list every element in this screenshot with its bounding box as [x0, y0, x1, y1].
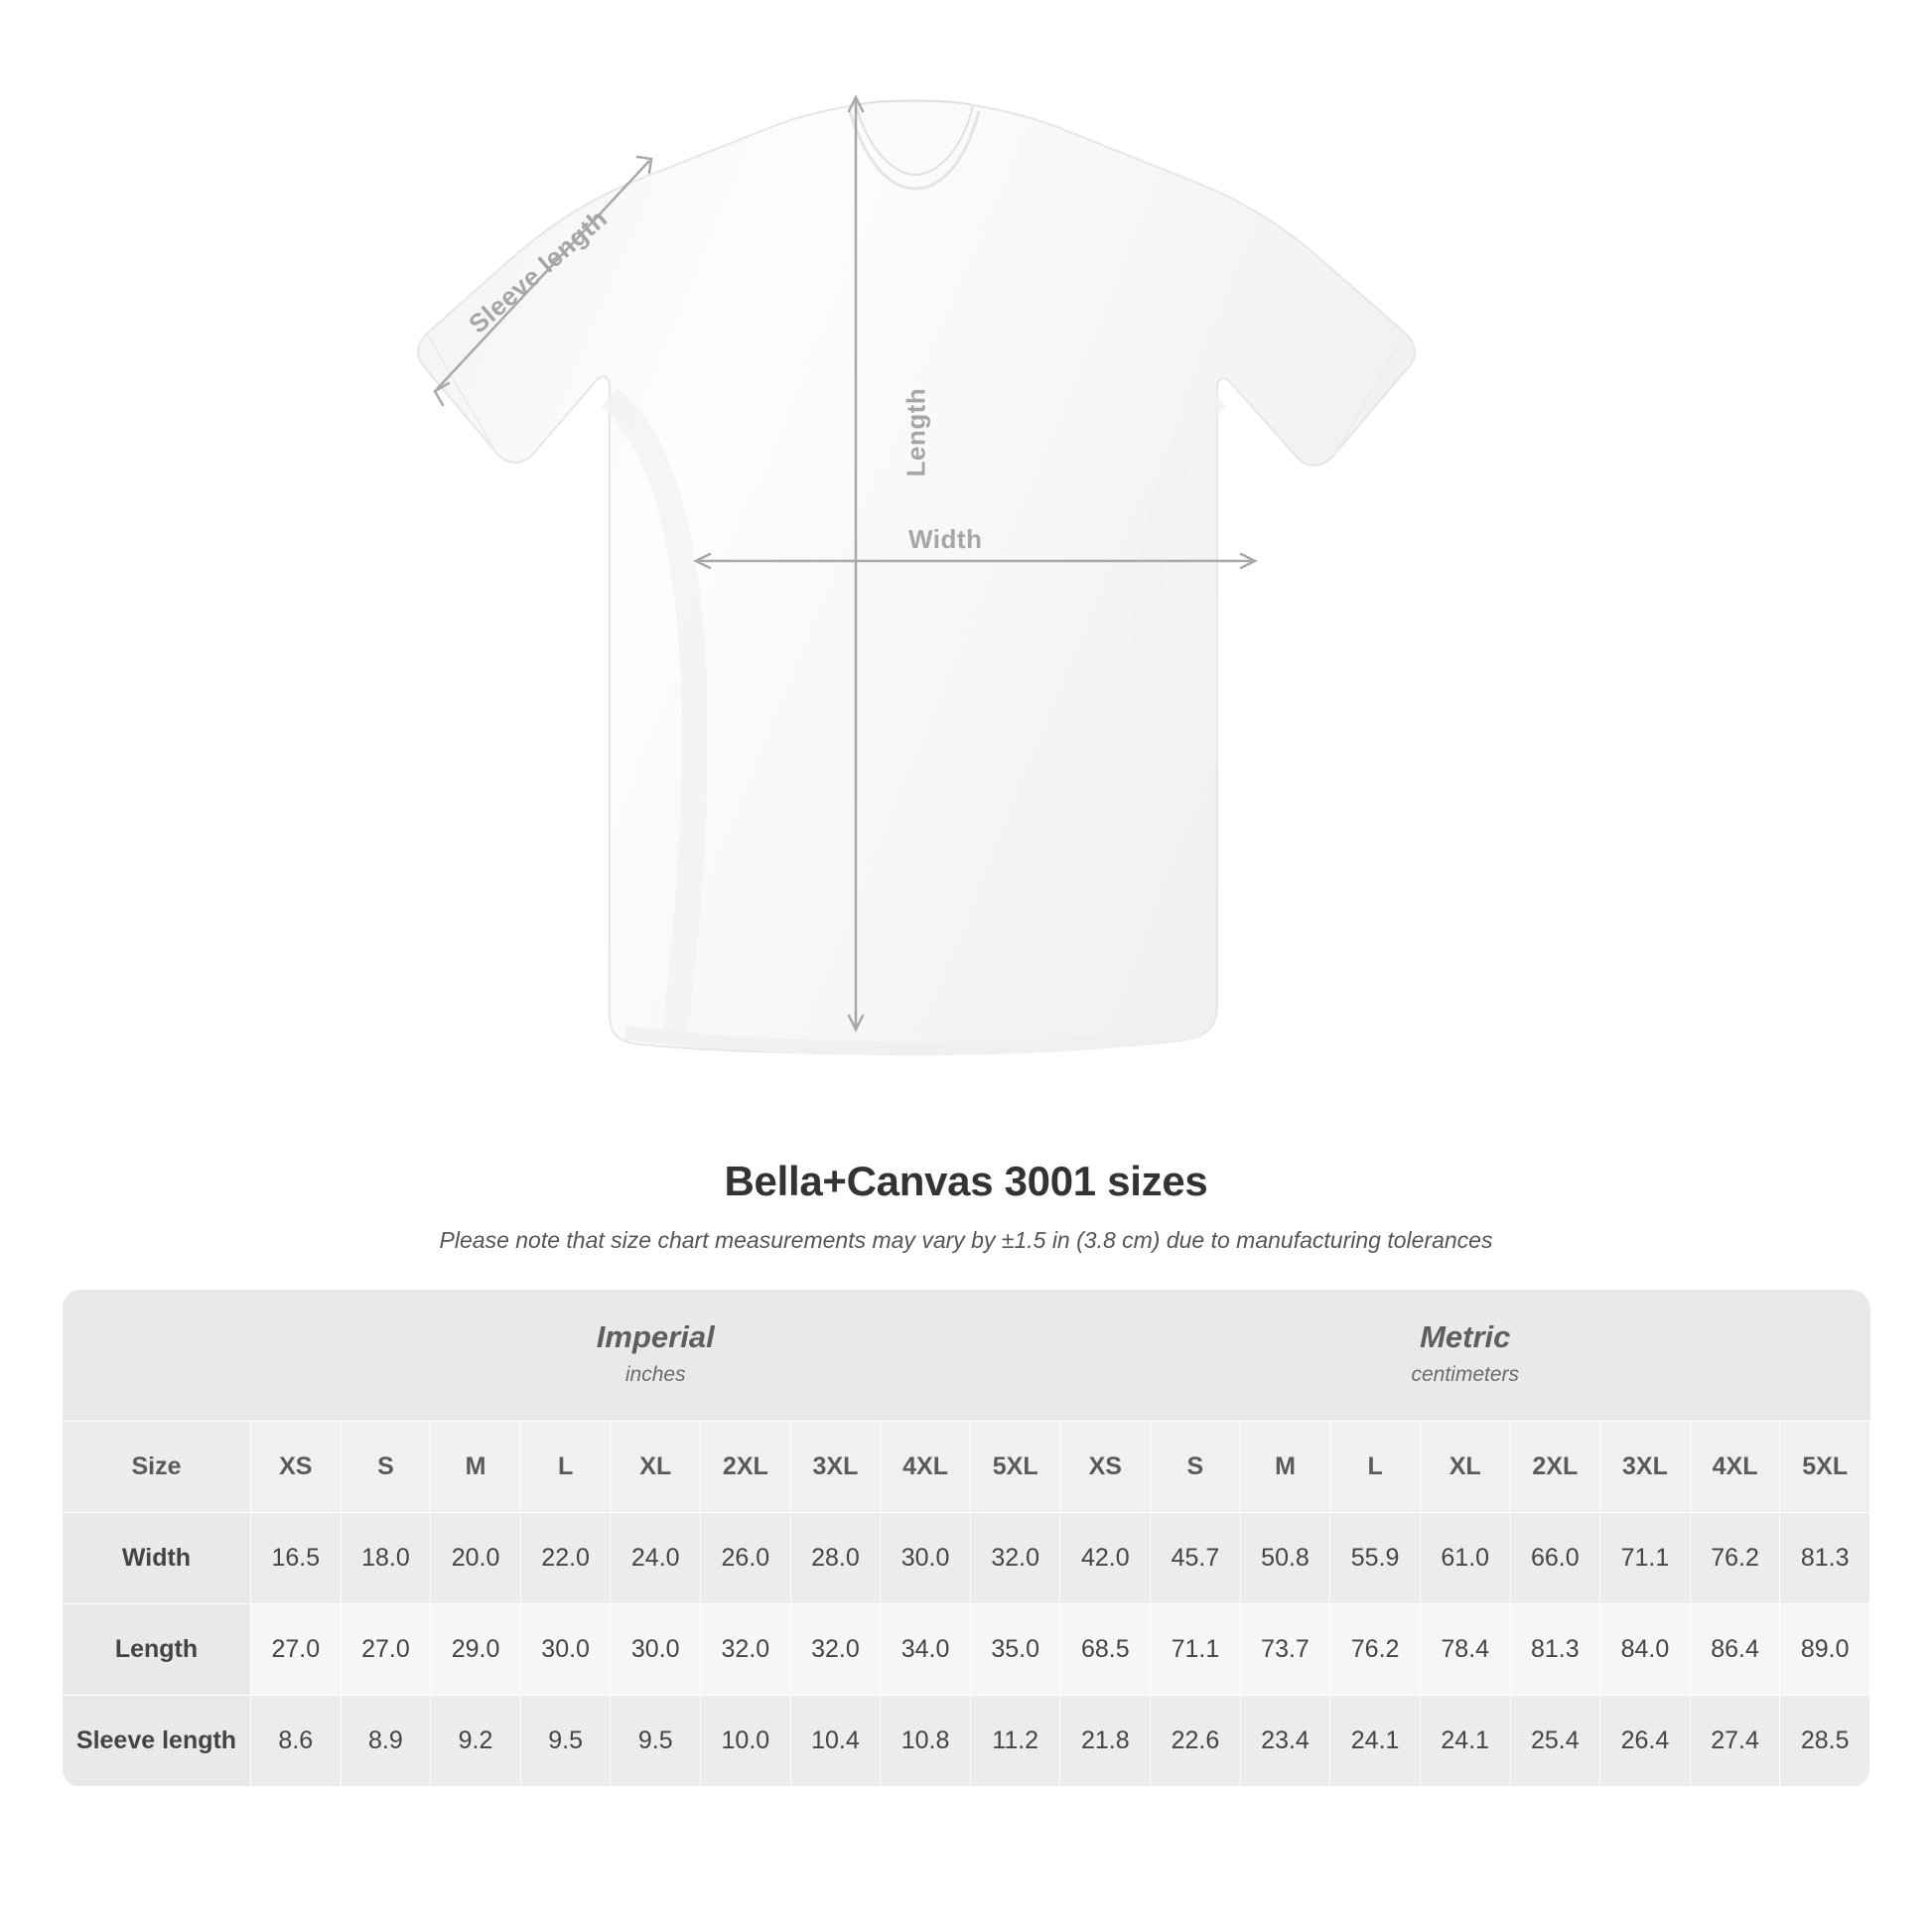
size-header-label: Size	[63, 1422, 251, 1513]
measurement-cell: 22.0	[520, 1513, 611, 1604]
measurement-cell: 50.8	[1240, 1513, 1330, 1604]
size-header-cell: M	[431, 1422, 521, 1513]
size-header-cell: L	[520, 1422, 611, 1513]
measurement-cell: 25.4	[1510, 1696, 1600, 1787]
size-header-cell: 4XL	[881, 1422, 971, 1513]
measurement-cell: 30.0	[520, 1604, 611, 1696]
size-header-cell: XL	[611, 1422, 701, 1513]
measurement-cell: 45.7	[1151, 1513, 1241, 1604]
sleeve-length-label: Sleeve length	[463, 203, 614, 340]
size-header-cell: 5XL	[970, 1422, 1060, 1513]
measurement-cell: 9.2	[431, 1696, 521, 1787]
measurement-cell: 8.6	[251, 1696, 342, 1787]
size-header-cell: 4XL	[1690, 1422, 1780, 1513]
table-row	[63, 1696, 1870, 1787]
measurement-cell: 42.0	[1060, 1513, 1151, 1604]
measurement-cell: 26.0	[701, 1513, 791, 1604]
size-header-cell: S	[341, 1422, 431, 1513]
measurement-cell: 68.5	[1060, 1604, 1151, 1696]
measurement-cell: 18.0	[341, 1513, 431, 1604]
measurement-cell: 34.0	[881, 1604, 971, 1696]
measurement-cell: 66.0	[1510, 1513, 1600, 1604]
unit-row-spacer	[63, 1290, 251, 1422]
measurement-cell: 11.2	[970, 1696, 1060, 1787]
measurement-cell: 10.0	[701, 1696, 791, 1787]
measurement-cell: 30.0	[611, 1604, 701, 1696]
measurement-cell: 28.0	[790, 1513, 881, 1604]
size-header-row	[63, 1422, 1870, 1513]
table-row	[63, 1513, 1870, 1604]
measurement-cell: 32.0	[701, 1604, 791, 1696]
measurement-cell: 20.0	[431, 1513, 521, 1604]
measurement-cell: 8.9	[341, 1696, 431, 1787]
size-header-cell: S	[1151, 1422, 1241, 1513]
measurement-cell: 23.4	[1240, 1696, 1330, 1787]
measurement-cell: 55.9	[1330, 1513, 1421, 1604]
measurement-cell: 9.5	[520, 1696, 611, 1787]
size-header-cell: 3XL	[1600, 1422, 1691, 1513]
row-label: Width	[63, 1513, 251, 1604]
size-header-cell: 2XL	[1510, 1422, 1600, 1513]
unit-group-row	[63, 1290, 1870, 1422]
measurement-cell: 24.0	[611, 1513, 701, 1604]
size-table-wrapper	[62, 1290, 1870, 1787]
unit-group-metric-sub: centimeters	[1411, 1363, 1520, 1386]
measurement-cell: 32.0	[790, 1604, 881, 1696]
measurement-cell: 9.5	[611, 1696, 701, 1787]
measurement-cell: 71.1	[1600, 1513, 1691, 1604]
measurement-cell: 32.0	[970, 1513, 1060, 1604]
tolerance-note: Please note that size chart measurements may vary by ±1.5 in (3.8 cm) due to manufacturing tolerances	[439, 1227, 1493, 1253]
measurement-cell: 26.4	[1600, 1696, 1691, 1787]
measurement-cell: 29.0	[431, 1604, 521, 1696]
measurement-cell: 71.1	[1151, 1604, 1241, 1696]
size-header-cell: 3XL	[790, 1422, 881, 1513]
table-row	[63, 1604, 1870, 1696]
size-header-cell: XS	[251, 1422, 342, 1513]
measurement-cell: 81.3	[1510, 1604, 1600, 1696]
measurement-cell: 24.1	[1330, 1696, 1421, 1787]
measurement-cell: 24.1	[1420, 1696, 1510, 1787]
measurement-cell: 84.0	[1600, 1604, 1691, 1696]
size-header-cell: L	[1330, 1422, 1421, 1513]
measurement-cell: 10.8	[881, 1696, 971, 1787]
measurement-cell: 86.4	[1690, 1604, 1780, 1696]
unit-group-imperial	[251, 1290, 1060, 1422]
measurement-cell: 89.0	[1780, 1604, 1870, 1696]
measurement-cell: 61.0	[1420, 1513, 1510, 1604]
measurement-cell: 21.8	[1060, 1696, 1151, 1787]
row-label: Sleeve length	[63, 1696, 251, 1787]
chart-heading	[0, 1158, 1932, 1254]
row-label: Length	[63, 1604, 251, 1696]
measurement-cell: 28.5	[1780, 1696, 1870, 1787]
measurement-cell: 27.0	[251, 1604, 342, 1696]
measurement-cell: 30.0	[881, 1513, 971, 1604]
size-header-cell: 2XL	[701, 1422, 791, 1513]
length-label: Length	[900, 387, 931, 478]
width-label: Width	[908, 524, 983, 554]
measurement-cell: 27.4	[1690, 1696, 1780, 1787]
measurement-cell: 10.4	[790, 1696, 881, 1787]
measurement-cell: 78.4	[1420, 1604, 1510, 1696]
measurement-cell: 27.0	[341, 1604, 431, 1696]
size-header-cell: XS	[1060, 1422, 1151, 1513]
size-header-cell: XL	[1420, 1422, 1510, 1513]
measurement-cell: 35.0	[970, 1604, 1060, 1696]
size-table	[62, 1290, 1870, 1787]
measurement-cell: 73.7	[1240, 1604, 1330, 1696]
measurement-cell: 81.3	[1780, 1513, 1870, 1604]
measurement-cell: 76.2	[1330, 1604, 1421, 1696]
measurement-cell: 76.2	[1690, 1513, 1780, 1604]
unit-group-imperial-sub: inches	[624, 1363, 686, 1386]
measurement-cell: 16.5	[251, 1513, 342, 1604]
size-header-cell: 5XL	[1780, 1422, 1870, 1513]
unit-group-imperial-name: Imperial	[596, 1319, 715, 1354]
measurement-cell: 22.6	[1151, 1696, 1241, 1787]
size-header-cell: M	[1240, 1422, 1330, 1513]
unit-group-metric	[1060, 1290, 1870, 1422]
unit-group-metric-name: Metric	[1420, 1319, 1511, 1354]
page-title: Bella+Canvas 3001 sizes	[724, 1158, 1208, 1204]
